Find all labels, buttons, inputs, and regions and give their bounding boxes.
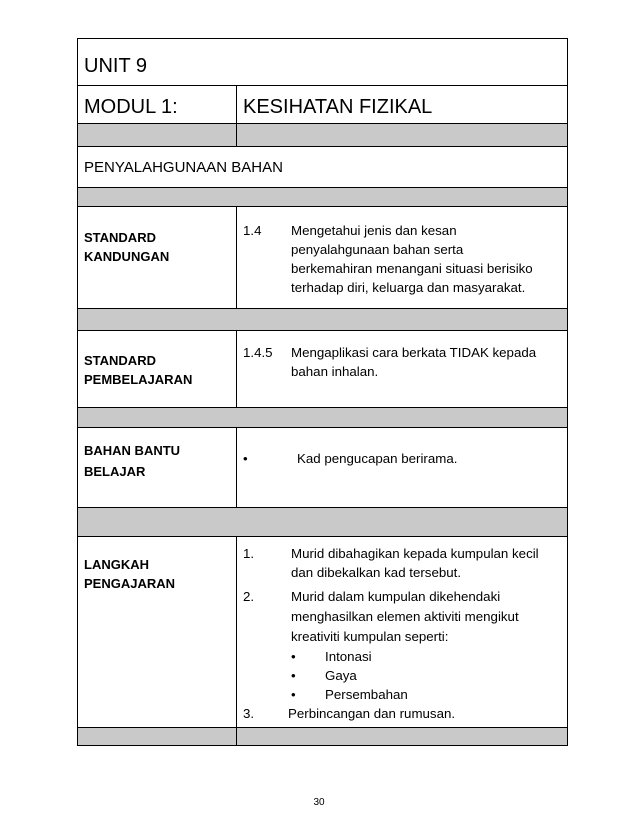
text-line: berkemahiran menangani situasi berisiko: [291, 261, 533, 276]
text-line: bahan inhalan.: [291, 364, 379, 379]
text-line: Mengetahui jenis dan kesan: [291, 223, 457, 238]
sub-bullet-item: [291, 666, 561, 685]
unit-row: [78, 39, 567, 86]
standard-number: 1.4: [243, 223, 262, 238]
standard-number: 1.4.5: [243, 345, 273, 360]
text-line: Kad pengucapan berirama.: [297, 451, 458, 466]
text-line: terhadap diri, keluarga dan masyarakat.: [291, 280, 526, 295]
label-line: STANDARD: [84, 230, 156, 245]
standard-pembelajaran-content: [237, 331, 567, 407]
page-number: 30: [313, 797, 325, 808]
spacer-row: [78, 728, 567, 745]
langkah-label: [78, 537, 237, 727]
spacer-row: [78, 309, 567, 331]
step-number: 2.: [243, 589, 255, 604]
modul-title: KESIHATAN FIZIKAL: [243, 96, 433, 118]
sub-bullet-item: [291, 685, 561, 704]
text-line: kreativiti kumpulan seperti:: [291, 629, 449, 644]
sub-bullet-item: [291, 647, 561, 666]
text-line: Murid dalam kumpulan dikehendaki: [291, 589, 501, 604]
bullet-icon: •: [243, 451, 248, 466]
bullet-icon: •: [291, 668, 296, 683]
spacer-row: [78, 188, 567, 207]
langkah-content: [237, 537, 567, 727]
step-number: 1.: [243, 546, 255, 561]
text-line: Perbincangan dan rumusan.: [288, 706, 456, 721]
label-line: BELAJAR: [84, 464, 146, 479]
modul-row: [78, 86, 567, 124]
step-item: [243, 544, 561, 582]
modul-label: MODUL 1:: [78, 86, 237, 123]
step-item: [243, 704, 561, 723]
step-item: [243, 587, 561, 647]
bahan-bantu-label: [78, 428, 237, 507]
label-line: PENGAJARAN: [84, 576, 176, 591]
text-line: menghasilkan elemen aktiviti mengikut: [291, 609, 519, 624]
standard-kandungan-label: [78, 207, 237, 308]
standard-kandungan-row: [78, 207, 567, 309]
spacer-row: [78, 124, 567, 147]
sub-bullet-text: Intonasi: [325, 649, 372, 664]
standard-pembelajaran-label: [78, 331, 237, 407]
bullet-icon: •: [291, 687, 296, 702]
standard-kandungan-content: [237, 207, 567, 308]
label-line: STANDARD: [84, 353, 156, 368]
label-line: LANGKAH: [84, 557, 149, 572]
step-number: 3.: [243, 706, 255, 721]
grey-cell: [237, 728, 567, 745]
spacer-row: [78, 508, 567, 537]
sub-bullet-text: Persembahan: [325, 687, 408, 702]
label-line: PEMBELAJARAN: [84, 372, 193, 387]
standard-pembelajaran-row: [78, 331, 567, 408]
text-line: Murid dibahagikan kepada kumpulan kecil: [291, 546, 539, 561]
lesson-plan-table: [77, 38, 568, 746]
grey-cell: [78, 728, 237, 745]
label-line: BAHAN BANTU: [84, 443, 181, 458]
bahan-bantu-content: [237, 428, 567, 507]
langkah-row: [78, 537, 567, 728]
bahan-bantu-row: [78, 428, 567, 508]
sub-bullet-text: Gaya: [325, 668, 357, 683]
topic-title: PENYALAHGUNAAN BAHAN: [84, 158, 283, 176]
text-line: Mengaplikasi cara berkata TIDAK kepada: [291, 345, 537, 360]
grey-cell: [78, 124, 237, 146]
text-line: penyalahgunaan bahan serta: [291, 242, 464, 257]
bullet-icon: •: [291, 649, 296, 664]
text-line: dan dibekalkan kad tersebut.: [291, 565, 462, 580]
grey-cell: [237, 124, 567, 146]
spacer-row: [78, 408, 567, 428]
topic-row: [78, 147, 567, 188]
label-line: KANDUNGAN: [84, 249, 170, 264]
unit-title: UNIT 9: [84, 55, 147, 77]
